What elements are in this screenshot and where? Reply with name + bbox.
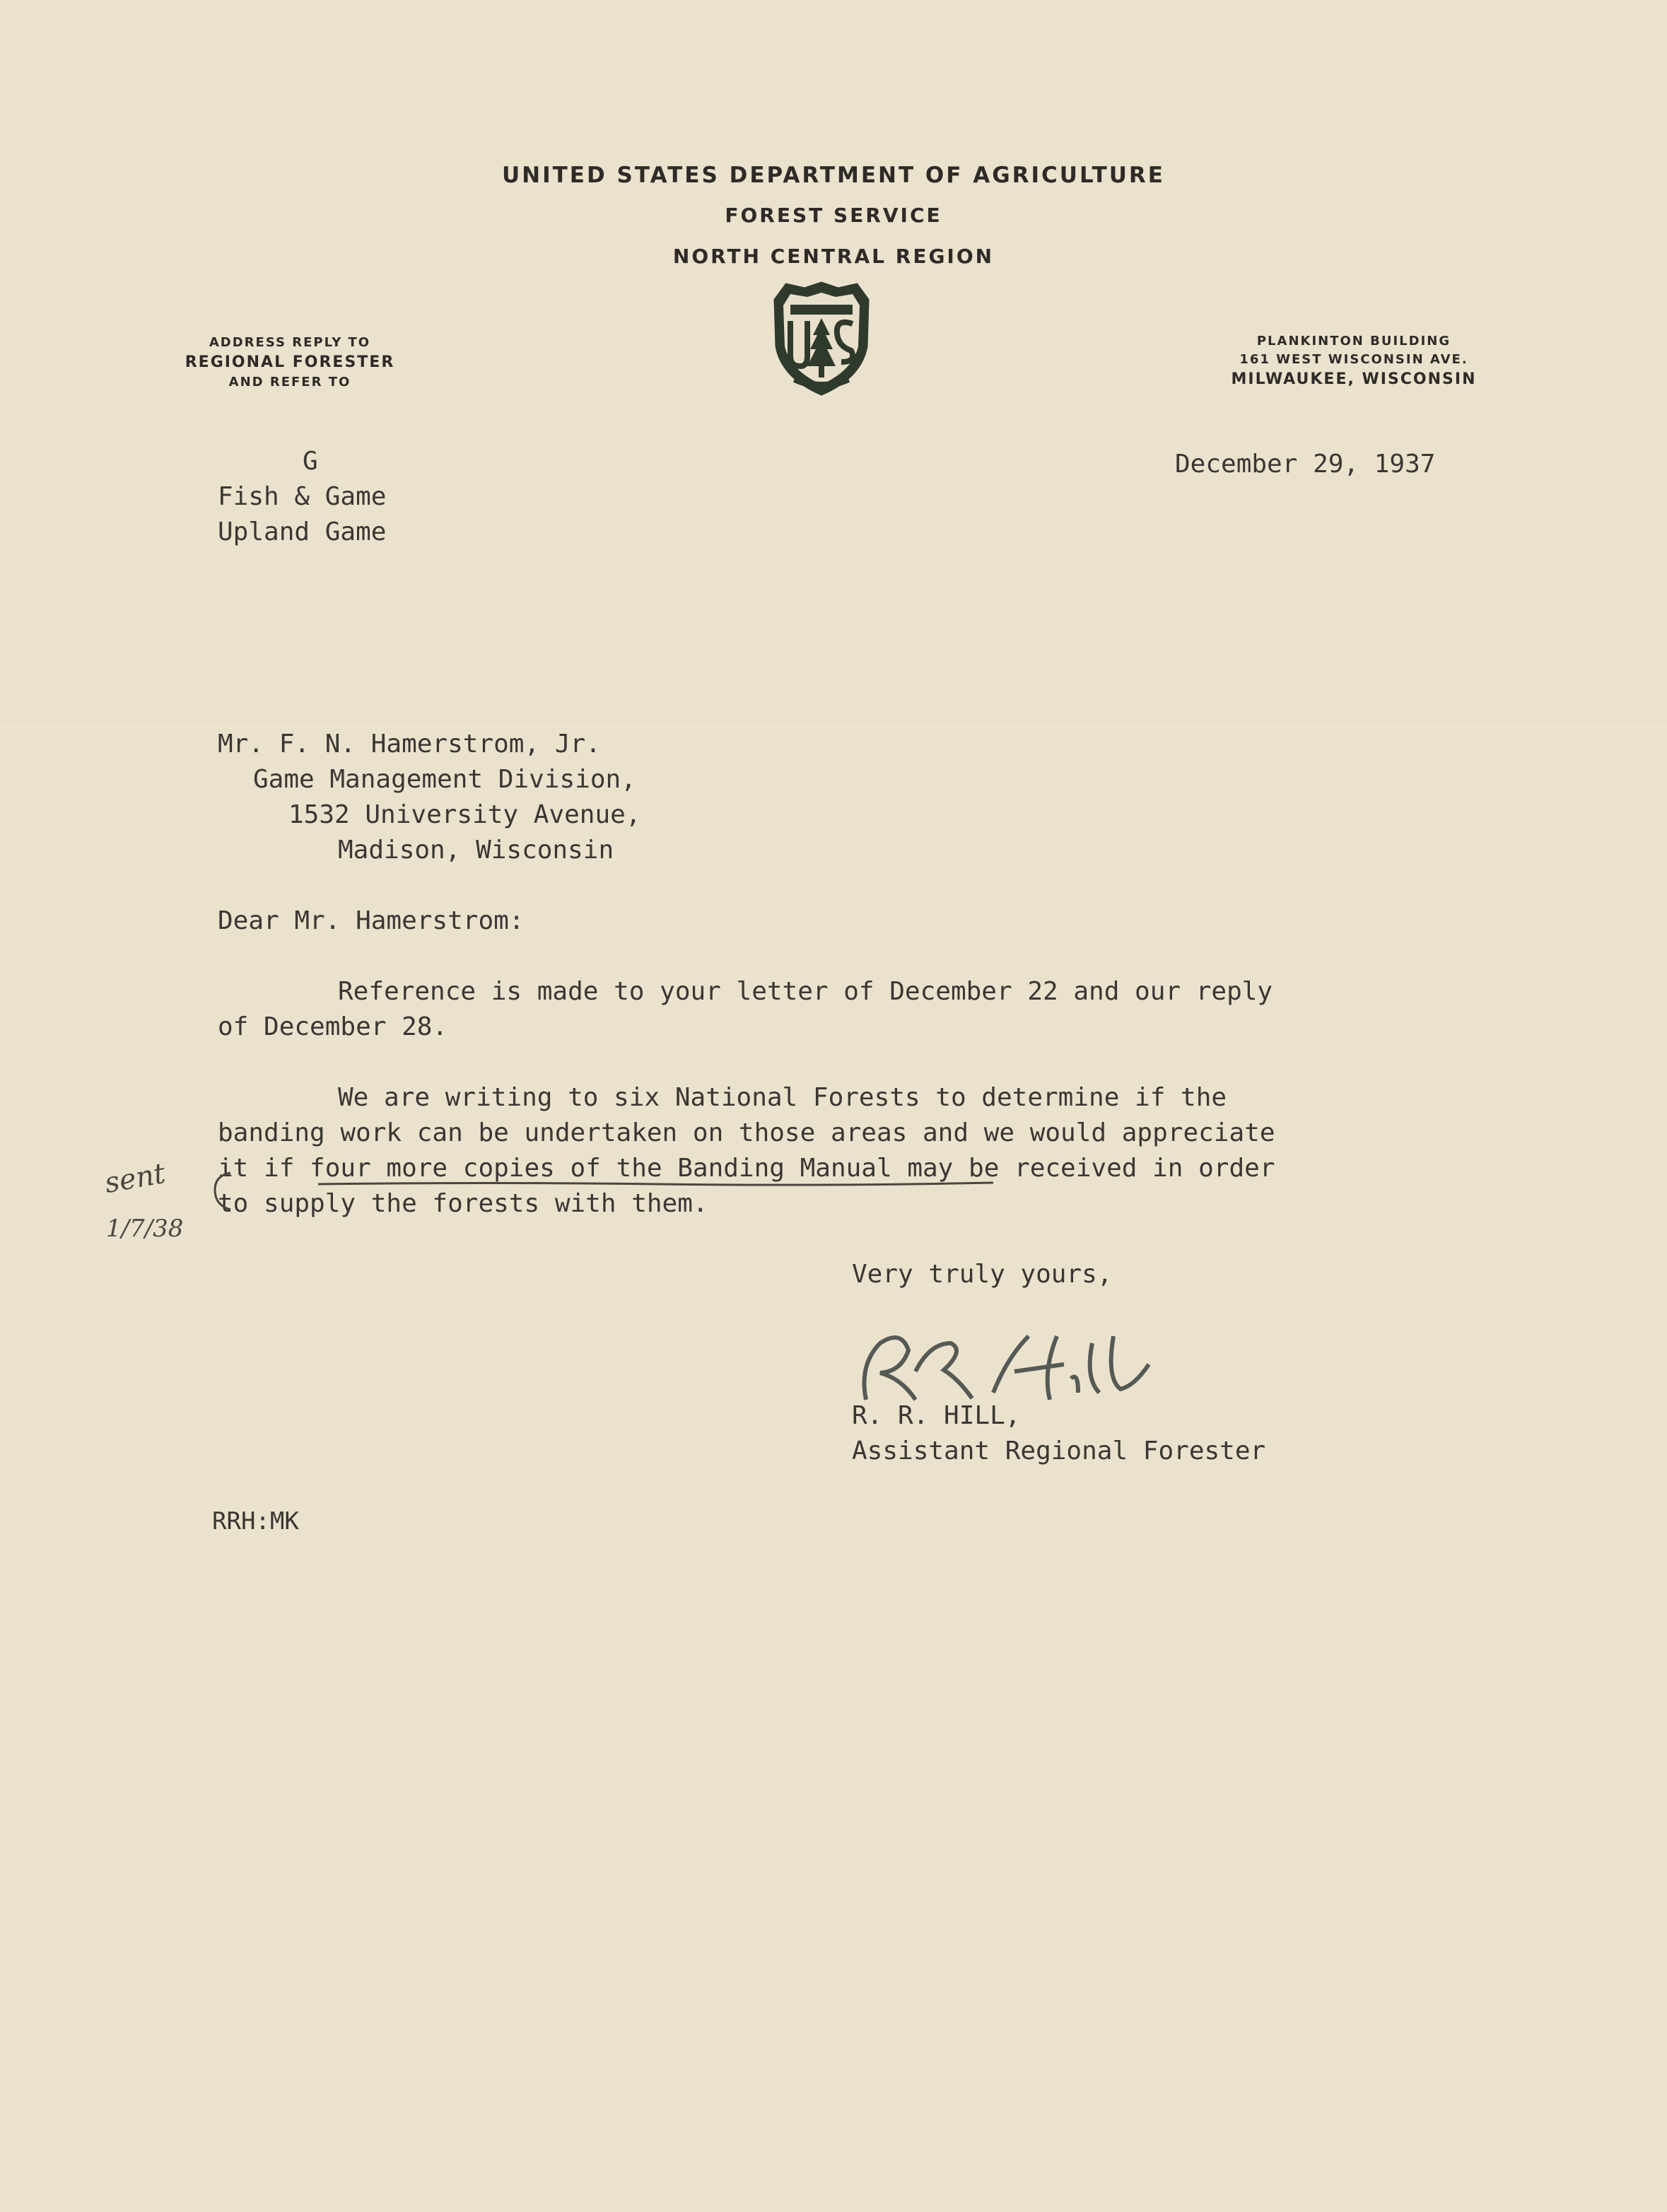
recipient-name: Mr. F. N. Hamerstrom, Jr. <box>218 730 601 759</box>
recipient-city: Madison, Wisconsin <box>338 836 614 865</box>
reference-subject-1: Fish & Game <box>218 482 387 511</box>
letterhead-department: UNITED STATES DEPARTMENT OF AGRICULTURE <box>502 163 1165 188</box>
reply-instructions <box>163 334 417 392</box>
paragraph-2-line-3: it if four more copies of the Banding Manual may be received in order <box>218 1154 1275 1183</box>
paragraph-2-line-4: to supply the forests with them. <box>218 1189 708 1218</box>
signer-title: Assistant Regional Forester <box>852 1436 1266 1465</box>
signer-name: R. R. HILL, <box>852 1401 1021 1430</box>
handwritten-date: 1/7/38 <box>106 1215 184 1243</box>
reply-line-1: ADDRESS REPLY TO <box>209 335 371 350</box>
reference-code: G <box>303 447 318 476</box>
handwritten-underline <box>318 1181 993 1186</box>
reply-line-2: REGIONAL FORESTER <box>185 353 395 371</box>
handwritten-sent: sent <box>102 1157 168 1200</box>
letterhead-service: FOREST SERVICE <box>725 204 942 227</box>
paragraph-2-line-2: banding work can be undertaken on those areas and we would appreciate <box>218 1118 1275 1147</box>
office-address-line-1: PLANKINTON BUILDING <box>1256 334 1451 349</box>
letterhead-region: NORTH CENTRAL REGION <box>672 245 995 268</box>
office-address-line-2: 161 WEST WISCONSIN AVE. <box>1239 352 1468 367</box>
fold-crease <box>0 721 1667 725</box>
reply-line-3: AND REFER TO <box>228 375 351 390</box>
typist-initials: RRH:MK <box>212 1507 299 1535</box>
paragraph-2-line-1: We are writing to six National Forests to determine if the <box>338 1083 1227 1112</box>
forest-service-shield-icon <box>762 279 881 399</box>
paragraph-1-line-2: of December 28. <box>218 1012 448 1041</box>
reference-subject-2: Upland Game <box>218 517 387 546</box>
recipient-street: 1532 University Avenue, <box>288 800 641 829</box>
signature-image <box>852 1322 1163 1414</box>
salutation: Dear Mr. Hamerstrom: <box>218 906 525 935</box>
closing: Very truly yours, <box>852 1260 1113 1289</box>
handwritten-bracket <box>211 1170 232 1212</box>
office-address <box>1195 332 1513 390</box>
paragraph-1-line-1: Reference is made to your letter of December 22 and our reply <box>338 977 1273 1006</box>
letter-date: December 29, 1937 <box>1175 450 1436 479</box>
recipient-division: Game Management Division, <box>253 765 636 794</box>
office-address-line-3: MILWAUKEE, WISCONSIN <box>1231 370 1477 388</box>
